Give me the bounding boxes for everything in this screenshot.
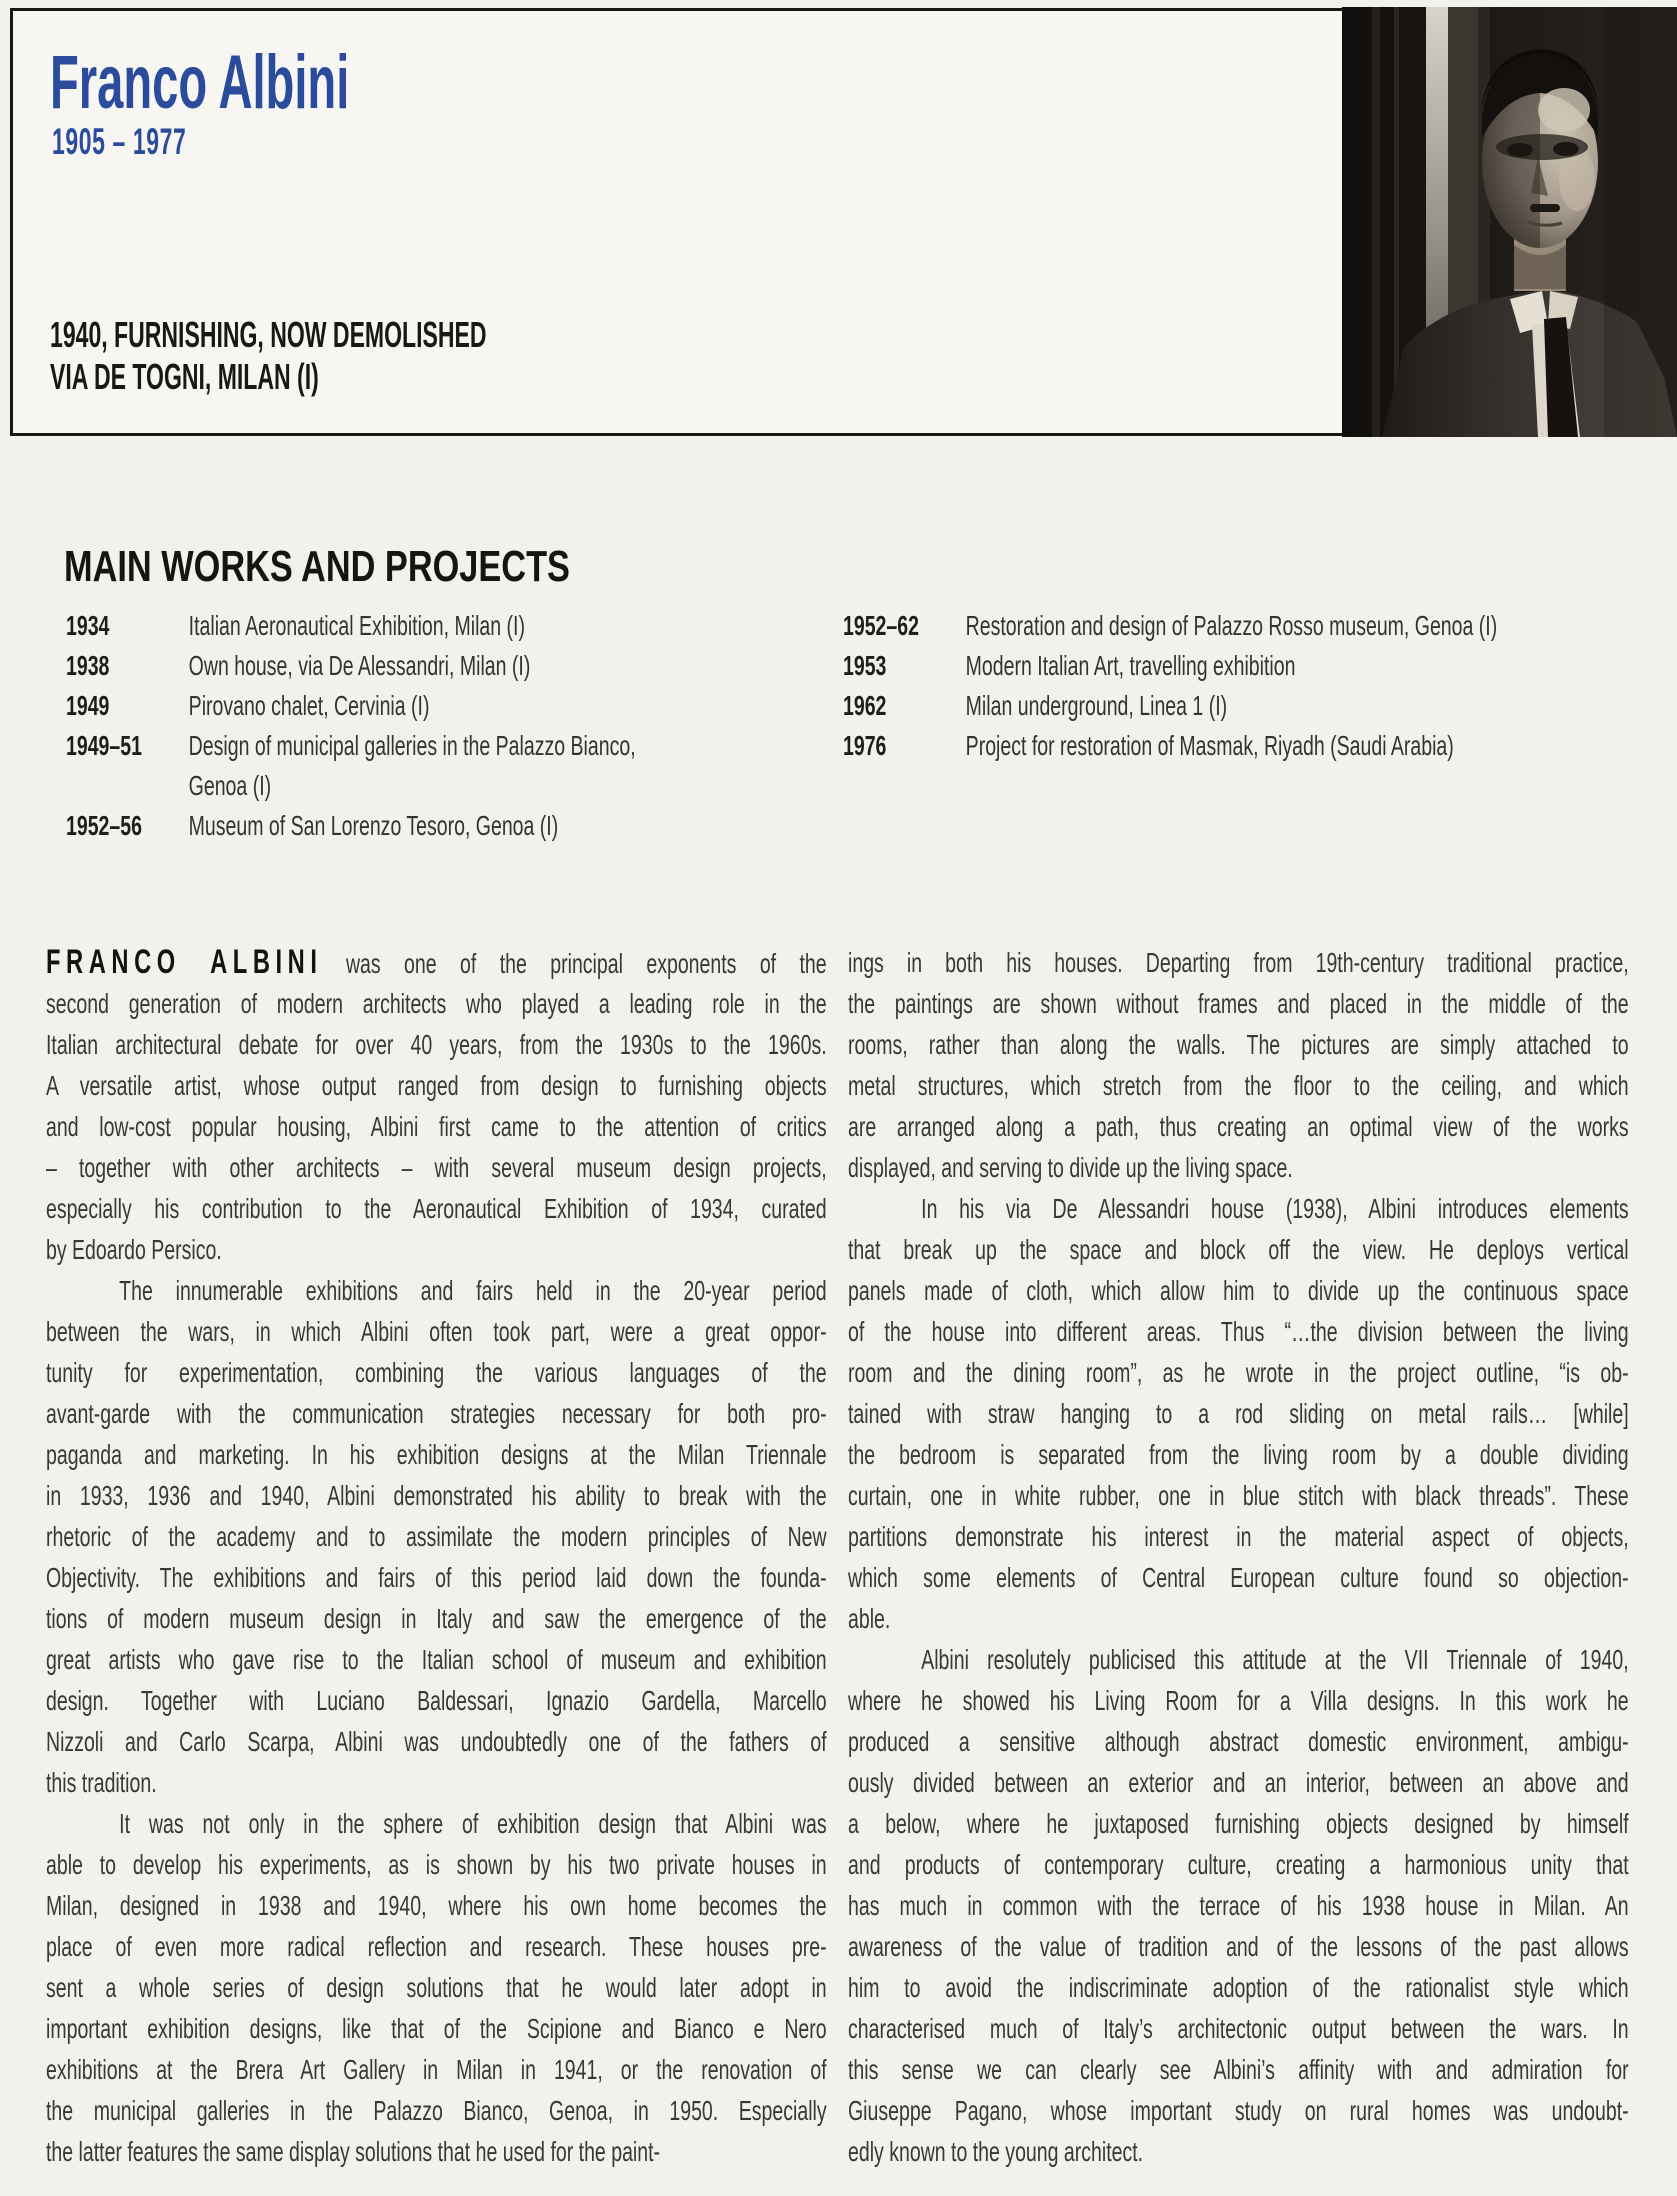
- works-row: [843, 646, 1610, 686]
- works-desc-line: Museum of San Lorenzo Tesoro, Genoa (I): [188, 810, 559, 841]
- article-line: awareness of the value of tradition and of the lessons of the past allows: [848, 1931, 1629, 1962]
- article-line: where he showed his Living Room for a Villa designs. In this work he: [848, 1685, 1629, 1716]
- article-line: exhibitions at the Brera Art Gallery in Milan in 1941, or the renovation of: [46, 2054, 827, 2085]
- article-column-right: [848, 942, 1629, 2172]
- works-row: [66, 606, 833, 646]
- works-desc-line: Modern Italian Art, travelling exhibition: [965, 650, 1296, 681]
- article-line: second generation of modern architects who played a leading role in the: [46, 988, 827, 1019]
- works-row: [66, 726, 833, 806]
- article-line: room and the dining room”, as he wrote in the project outline, “is ob-: [848, 1357, 1629, 1388]
- article-line: Milan, designed in 1938 and 1940, where his own home becomes the: [46, 1890, 827, 1921]
- works-desc-line: Restoration and design of Palazzo Rosso museum, Genoa (I): [965, 610, 1498, 641]
- article-line: produced a sensitive although abstract domestic environment, ambigu-: [848, 1726, 1629, 1757]
- article-line: design. Together with Luciano Baldessari, Ignazio Gardella, Marcello: [46, 1685, 827, 1716]
- works-desc-line: Milan underground, Linea 1 (I): [965, 690, 1228, 721]
- project-subtitle-line2: VIA DE TOGNI, MILAN (I): [50, 356, 319, 397]
- article-paragraph: [848, 942, 1629, 1188]
- article-line: panels made of cloth, which allow him to divide up the continuous space: [848, 1275, 1629, 1306]
- article-line: and low-cost popular housing, Albini first came to the attention of critics: [46, 1111, 827, 1142]
- works-desc-line: Design of municipal galleries in the Palazzo Bianco,: [188, 730, 636, 761]
- works-year: 1949: [66, 690, 110, 721]
- works-year: 1934: [66, 610, 110, 641]
- project-subtitle: [50, 314, 487, 398]
- works-row: [66, 686, 833, 726]
- article-paragraph: [46, 1803, 827, 2172]
- works-description: [189, 726, 833, 806]
- article-line: A versatile artist, whose output ranged from design to furnishing objects: [46, 1070, 827, 1101]
- portrait-photo: [1342, 7, 1677, 437]
- article-line: by Edoardo Persico.: [46, 1234, 222, 1265]
- article-column-left: [46, 942, 827, 2172]
- works-year: 1938: [66, 650, 110, 681]
- article-line: rooms, rather than along the walls. The pictures are simply attached to: [848, 1029, 1629, 1060]
- article-line: especially his contribution to the Aeronautical Exhibition of 1934, curated: [46, 1193, 827, 1224]
- article-line: able.: [848, 1603, 891, 1634]
- works-desc-line: Italian Aeronautical Exhibition, Milan (I): [188, 610, 525, 641]
- article-line: of the house into different areas. Thus “…the division between the living: [848, 1316, 1629, 1347]
- article-line: partitions demonstrate his interest in the material aspect of objects,: [848, 1521, 1629, 1552]
- article-line: the paintings are shown without frames and placed in the middle of the: [848, 988, 1629, 1019]
- article-paragraph: [848, 1639, 1629, 2172]
- article-line: Giuseppe Pagano, whose important study on rural homes was undoubt-: [848, 2095, 1629, 2126]
- article-line: place of even more radical reflection and research. These houses pre-: [46, 1931, 827, 1962]
- article-paragraph: [46, 1270, 827, 1803]
- works-year: 1952–62: [843, 610, 919, 641]
- article-line: tions of modern museum design in Italy and saw the emergence of the: [46, 1603, 827, 1634]
- article-line: FRANCO ALBINI was one of the principal exponents of the: [46, 943, 827, 981]
- works-year: 1949–51: [66, 730, 142, 761]
- article-line: Objectivity. The exhibitions and fairs of this period laid down the founda-: [46, 1562, 827, 1593]
- article-line: that break up the space and block off the view. He deploys vertical: [848, 1234, 1629, 1265]
- article-line: ings in both his houses. Departing from 19th-century traditional practice,: [848, 947, 1629, 978]
- article-line: In his via De Alessandri house (1938), Albini introduces elements: [921, 1193, 1629, 1224]
- article-line: paganda and marketing. In his exhibition designs at the Milan Triennale: [46, 1439, 827, 1470]
- article-line: edly known to the young architect.: [848, 2136, 1144, 2167]
- article-line: which some elements of Central European culture found so objection-: [848, 1562, 1629, 1593]
- works-list-left: [66, 606, 833, 846]
- article-line: curtain, one in white rubber, one in blue stitch with black threads”. These: [848, 1480, 1629, 1511]
- works-row: [843, 606, 1610, 646]
- article-line: metal structures, which stretch from the floor to the ceiling, and which: [848, 1070, 1629, 1101]
- works-row: [843, 686, 1610, 726]
- works-description: [189, 606, 833, 646]
- article-line: tunity for experimentation, combining the various languages of the: [46, 1357, 827, 1388]
- article-line: are arranged along a path, thus creating an optimal view of the works: [848, 1111, 1629, 1142]
- article-paragraph: [848, 1188, 1629, 1639]
- article-line: sent a whole series of design solutions that he would later adopt in: [46, 1972, 827, 2003]
- article-line: displayed, and serving to divide up the living space.: [848, 1152, 1293, 1183]
- article-line: the latter features the same display solutions that he used for the paint-: [46, 2136, 661, 2167]
- works-description: [189, 806, 833, 846]
- article-line: rhetoric of the academy and to assimilate the modern principles of New: [46, 1521, 827, 1552]
- article-line: between the wars, in which Albini often took part, were a great oppor-: [46, 1316, 827, 1347]
- works-desc-line: Project for restoration of Masmak, Riyadh (Saudi Arabia): [965, 730, 1454, 761]
- article-line: in 1933, 1936 and 1940, Albini demonstrated his ability to break with the: [46, 1480, 827, 1511]
- works-year: 1953: [843, 650, 887, 681]
- article-line: Italian architectural debate for over 40 years, from the 1930s to the 1960s.: [46, 1029, 827, 1060]
- article-line: ously divided between an exterior and an interior, between an above and: [848, 1767, 1629, 1798]
- works-desc-line: Pirovano chalet, Cervinia (I): [188, 690, 430, 721]
- works-year: 1962: [843, 690, 887, 721]
- works-description: [966, 726, 1610, 766]
- article-line: tained with straw hanging to a rod sliding on metal rails… [while]: [848, 1398, 1629, 1429]
- works-description: [966, 606, 1610, 646]
- article-line: Albini resolutely publicised this attitude at the VII Triennale of 1940,: [921, 1644, 1629, 1675]
- works-description: [189, 686, 833, 726]
- works-description: [966, 686, 1610, 726]
- article-line: this tradition.: [46, 1767, 157, 1798]
- article-line: has much in common with the terrace of his 1938 house in Milan. An: [848, 1890, 1629, 1921]
- page-title: Franco Albini: [50, 40, 350, 125]
- article-line: the municipal galleries in the Palazzo Bianco, Genoa, in 1950. Especially: [46, 2095, 827, 2126]
- article-line: the bedroom is separated from the living room by a double dividing: [848, 1439, 1629, 1470]
- works-row: [843, 726, 1610, 766]
- article-line: The innumerable exhibitions and fairs held in the 20-year period: [119, 1275, 827, 1306]
- works-description: [966, 646, 1610, 686]
- works-year: 1976: [843, 730, 887, 761]
- works-year: 1952–56: [66, 810, 142, 841]
- article-line: this sense we can clearly see Albini’s affinity with and admiration for: [848, 2054, 1629, 2085]
- article-line: – together with other architects – with several museum design projects,: [46, 1152, 827, 1183]
- article-paragraph: [46, 942, 827, 1270]
- works-list-right: [843, 606, 1610, 766]
- article-line: It was not only in the sphere of exhibition design that Albini was: [119, 1808, 827, 1839]
- portrait-photo-graphic: [1342, 7, 1677, 437]
- works-row: [66, 646, 833, 686]
- article-line: him to avoid the indiscriminate adoption of the rationalist style which: [848, 1972, 1629, 2003]
- works-desc-line: Genoa (I): [188, 770, 272, 801]
- article-line: able to develop his experiments, as is shown by his two private houses in: [46, 1849, 827, 1880]
- works-heading: MAIN WORKS AND PROJECTS: [64, 542, 570, 591]
- works-desc-line: Own house, via De Alessandri, Milan (I): [188, 650, 531, 681]
- article-line: and products of contemporary culture, creating a harmonious unity that: [848, 1849, 1629, 1880]
- article-line: avant-garde with the communication strategies necessary for both pro-: [46, 1398, 827, 1429]
- article-line: Nizzoli and Carlo Scarpa, Albini was undoubtedly one of the fathers of: [46, 1726, 827, 1757]
- article-line: great artists who gave rise to the Italian school of museum and exhibition: [46, 1644, 827, 1675]
- article-line: characterised much of Italy’s architectonic output between the wars. In: [848, 2013, 1629, 2044]
- article-line: important exhibition designs, like that of the Scipione and Bianco e Nero: [46, 2013, 827, 2044]
- article-line: a below, where he juxtaposed furnishing objects designed by himself: [848, 1808, 1629, 1839]
- project-subtitle-line1: 1940, FURNISHING, NOW DEMOLISHED: [50, 314, 487, 355]
- works-row: [66, 806, 833, 846]
- article-lead-in: FRANCO ALBINI: [46, 943, 323, 981]
- works-description: [189, 646, 833, 686]
- life-dates: 1905 – 1977: [52, 121, 187, 162]
